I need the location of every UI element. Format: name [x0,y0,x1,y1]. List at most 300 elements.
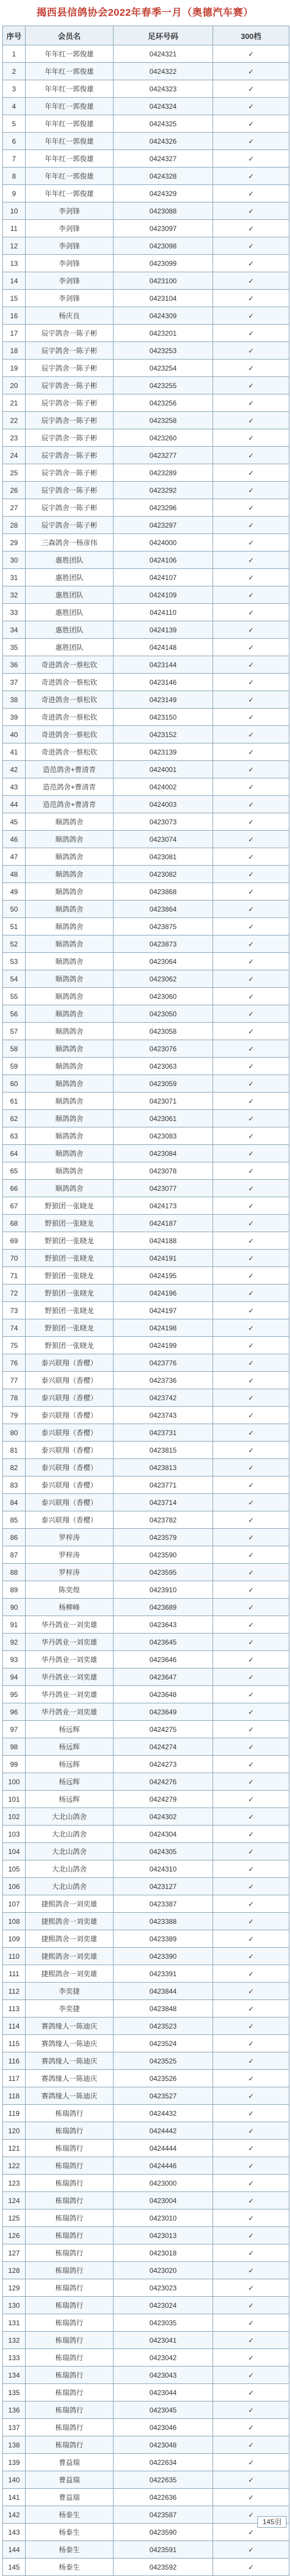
check-icon: ✓ [213,307,289,325]
row-index: 46 [3,831,26,848]
row-ring-number: 0423844 [114,1983,213,2000]
row-ring-number: 0423815 [114,1442,213,1459]
row-owner: 顺鸽鸽舍 [26,813,114,831]
check-icon: ✓ [213,1442,289,1459]
row-index: 126 [3,2227,26,2244]
check-icon: ✓ [213,935,289,953]
check-icon: ✓ [213,1913,289,1930]
check-icon: ✓ [213,290,289,307]
check-icon: ✓ [213,691,289,709]
row-owner: 辰宇鸽舍一陈子彬 [26,412,114,429]
table-row [3,1232,289,1250]
row-owner: 年年红一郭俊雄 [26,98,114,115]
row-ring-number: 0424187 [114,1215,213,1232]
row-ring-number: 0423082 [114,866,213,883]
row-ring-number: 0424304 [114,1826,213,1843]
check-icon: ✓ [213,2000,289,2018]
row-ring-number: 0423058 [114,1023,213,1040]
row-owner: 辰宇鸽舍一陈子彬 [26,342,114,360]
row-owner: 曹益瑞 [26,2489,114,2506]
row-index: 111 [3,1965,26,1983]
row-ring-number: 0423387 [114,1895,213,1913]
row-index: 66 [3,1180,26,1197]
check-icon: ✓ [213,2524,289,2541]
row-index: 137 [3,2419,26,2436]
row-ring-number: 0423077 [114,1180,213,1197]
row-ring-number: 0423059 [114,1075,213,1093]
row-index: 22 [3,412,26,429]
table-row [3,1337,289,1354]
row-index: 124 [3,2192,26,2209]
check-icon: ✓ [213,325,289,342]
check-icon: ✓ [213,2157,289,2175]
row-owner: 顺鸽鸽舍 [26,1058,114,1075]
check-icon: ✓ [213,1180,289,1197]
row-index: 62 [3,1110,26,1127]
row-owner: 栋瑞鸽行 [26,2175,114,2192]
table-row [3,586,289,604]
table-row [3,691,289,709]
table-row [3,1564,289,1581]
table-row [3,761,289,778]
table-row [3,778,289,796]
row-owner: 辰宇鸽舍一陈子彬 [26,360,114,377]
row-index: 87 [3,1546,26,1564]
check-icon: ✓ [213,1407,289,1424]
row-owner: 罗梓涛 [26,1529,114,1546]
row-ring-number: 0424173 [114,1197,213,1215]
row-ring-number: 0423127 [114,1878,213,1895]
row-index: 50 [3,901,26,918]
row-index: 88 [3,1564,26,1581]
row-index: 131 [3,2314,26,2332]
check-icon: ✓ [213,2489,289,2506]
check-icon: ✓ [213,1511,289,1529]
row-owner: 顺鸽鸽舍 [26,831,114,848]
row-owner: 顺鸽鸽舍 [26,1093,114,1110]
check-icon: ✓ [213,2244,289,2262]
table-row [3,1180,289,1197]
check-icon: ✓ [213,1529,289,1546]
table-row [3,499,289,517]
row-owner: 华丹鸽业一刘奕雄 [26,1634,114,1651]
table-row [3,674,289,691]
row-ring-number: 0424109 [114,586,213,604]
table-row [3,1599,289,1616]
row-ring-number: 0424309 [114,307,213,325]
table-body [3,45,289,2576]
check-icon: ✓ [213,2436,289,2454]
row-owner: 辰宇鸽舍一陈子彬 [26,517,114,534]
table-row [3,2559,289,2576]
row-ring-number: 0423256 [114,394,213,412]
row-ring-number: 0423592 [114,2559,213,2576]
row-index: 40 [3,726,26,743]
check-icon: ✓ [213,621,289,639]
check-icon: ✓ [213,604,289,621]
table-row [3,2175,289,2192]
table-row [3,307,289,325]
table-row [3,1005,289,1023]
row-index: 47 [3,848,26,866]
row-index: 109 [3,1930,26,1948]
row-index: 44 [3,796,26,813]
row-index: 69 [3,1232,26,1250]
row-owner: 奇进鸽舍一蔡松钦 [26,743,114,761]
row-index: 45 [3,813,26,831]
check-icon: ✓ [213,2367,289,2384]
check-icon: ✓ [213,412,289,429]
table-row [3,2122,289,2140]
table-row [3,796,289,813]
table-row [3,743,289,761]
row-index: 76 [3,1354,26,1372]
row-ring-number: 0424310 [114,1860,213,1878]
row-ring-number: 0423150 [114,709,213,726]
row-index: 114 [3,2018,26,2035]
table-row [3,255,289,272]
row-owner: 野狼团一张晓龙 [26,1267,114,1285]
row-index: 134 [3,2367,26,2384]
row-owner: 泰兴联翔（香樱） [26,1389,114,1407]
table-row [3,1110,289,1127]
row-owner: 栋瑞鸽行 [26,2140,114,2157]
row-ring-number: 0423526 [114,2070,213,2087]
table-row [3,98,289,115]
row-owner: 泰兴联翔（香樱） [26,1424,114,1442]
table-row [3,1808,289,1826]
row-owner: 大北山鸽舍 [26,1826,114,1843]
row-owner: 造范鸽舍+曹清青 [26,796,114,813]
row-index: 83 [3,1476,26,1494]
table-row [3,1913,289,1930]
table-row [3,272,289,290]
row-index: 11 [3,220,26,237]
check-icon: ✓ [213,813,289,831]
check-icon: ✓ [213,185,289,202]
row-ring-number: 0424321 [114,45,213,63]
table-row [3,569,289,586]
check-icon: ✓ [213,80,289,98]
check-icon: ✓ [213,447,289,464]
check-icon: ✓ [213,2332,289,2349]
row-index: 89 [3,1581,26,1599]
row-ring-number: 0423100 [114,272,213,290]
table-row [3,1040,289,1058]
row-ring-number: 0423289 [114,464,213,482]
check-icon: ✓ [213,2122,289,2140]
check-icon: ✓ [213,796,289,813]
row-ring-number: 0424001 [114,761,213,778]
table-row [3,2087,289,2105]
check-icon: ✓ [213,1773,289,1791]
row-index: 6 [3,133,26,150]
row-owner: 辰宇鸽舍一陈子彬 [26,464,114,482]
table-row [3,2035,289,2052]
row-owner: 栋瑞鸽行 [26,2297,114,2314]
row-owner: 顺鸽鸽舍 [26,883,114,901]
table-row [3,2454,289,2471]
row-index: 125 [3,2209,26,2227]
table-row [3,1459,289,1476]
row-ring-number: 0423388 [114,1913,213,1930]
row-ring-number: 0423020 [114,2262,213,2279]
check-icon: ✓ [213,2175,289,2192]
row-owner: 顺鸽鸽舍 [26,1180,114,1197]
check-icon: ✓ [213,1476,289,1494]
table-row [3,2367,289,2384]
check-icon: ✓ [213,2559,289,2576]
table-row [3,2489,289,2506]
row-owner: 顺鸽鸽舍 [26,1040,114,1058]
table-row [3,1634,289,1651]
check-icon: ✓ [213,2506,289,2524]
row-index: 36 [3,656,26,674]
row-ring-number: 0423044 [114,2384,213,2401]
row-owner: 杨泰生 [26,2506,114,2524]
table-row [3,1267,289,1285]
table-row [3,482,289,499]
check-icon: ✓ [213,2262,289,2279]
check-icon: ✓ [213,133,289,150]
check-icon: ✓ [213,883,289,901]
row-ring-number: 0423590 [114,2524,213,2541]
row-owner: 顺鸽鸽舍 [26,918,114,935]
table-row [3,1773,289,1791]
check-icon: ✓ [213,360,289,377]
total-count: 145羽 [257,2516,287,2528]
table-row [3,394,289,412]
check-icon: ✓ [213,534,289,552]
check-icon: ✓ [213,1354,289,1372]
row-ring-number: 0423527 [114,2087,213,2105]
row-index: 144 [3,2541,26,2559]
check-icon: ✓ [213,1058,289,1075]
row-ring-number: 0423296 [114,499,213,517]
table-row [3,360,289,377]
row-owner: 顺鸽鸽舍 [26,1005,114,1023]
row-owner: 赛鸽缘人一陈迪庆 [26,2018,114,2035]
row-index: 3 [3,80,26,98]
row-index: 49 [3,883,26,901]
row-owner: 杨泰生 [26,2524,114,2541]
row-owner: 栋瑞鸽行 [26,2314,114,2332]
check-icon: ✓ [213,1564,289,1581]
table-row [3,1319,289,1337]
row-ring-number: 0423873 [114,935,213,953]
row-index: 20 [3,377,26,394]
table-row [3,1983,289,2000]
row-ring-number: 0424305 [114,1843,213,1860]
row-ring-number: 0423848 [114,2000,213,2018]
row-ring-number: 0423258 [114,412,213,429]
row-index: 81 [3,1442,26,1459]
table-row [3,220,289,237]
row-owner: 栋瑞鸽行 [26,2419,114,2436]
table-row [3,883,289,901]
check-icon: ✓ [213,918,289,935]
row-index: 103 [3,1826,26,1843]
row-owner: 栋瑞鸽行 [26,2122,114,2140]
row-index: 59 [3,1058,26,1075]
row-ring-number: 0423064 [114,953,213,970]
row-owner: 泰兴联翔（香樱） [26,1459,114,1476]
table-row [3,1965,289,1983]
row-owner: 辰宇鸽舍一陈子彬 [26,394,114,412]
table-row [3,2401,289,2419]
row-owner: 李剑锋 [26,220,114,237]
row-ring-number: 0423277 [114,447,213,464]
row-owner: 辰宇鸽舍一陈子彬 [26,325,114,342]
row-ring-number: 0423645 [114,1634,213,1651]
table-row [3,604,289,621]
row-owner: 栋瑞鸽行 [26,2192,114,2209]
table-row [3,918,289,935]
check-icon: ✓ [213,220,289,237]
row-ring-number: 0424199 [114,1337,213,1354]
row-index: 86 [3,1529,26,1546]
table-row [3,2209,289,2227]
row-ring-number: 0423046 [114,2419,213,2436]
row-index: 133 [3,2349,26,2367]
row-ring-number: 0423297 [114,517,213,534]
row-index: 17 [3,325,26,342]
table-row [3,709,289,726]
row-owner: 年年红一郭俊雄 [26,150,114,168]
table-row [3,2157,289,2175]
row-index: 78 [3,1389,26,1407]
row-index: 79 [3,1407,26,1424]
row-index: 15 [3,290,26,307]
row-owner: 李剑锋 [26,237,114,255]
row-index: 29 [3,534,26,552]
table-row [3,1162,289,1180]
row-owner: 李剑锋 [26,272,114,290]
check-icon: ✓ [213,63,289,80]
row-ring-number: 0423643 [114,1616,213,1634]
check-icon: ✓ [213,202,289,220]
row-owner: 顺鸽鸽舍 [26,901,114,918]
row-ring-number: 0424446 [114,2157,213,2175]
check-icon: ✓ [213,2314,289,2332]
row-index: 8 [3,168,26,185]
row-ring-number: 0423736 [114,1372,213,1389]
table-row [3,2314,289,2332]
row-owner: 惠胜团队 [26,552,114,569]
table-row [3,534,289,552]
check-icon: ✓ [213,1023,289,1040]
row-owner: 罗梓涛 [26,1564,114,1581]
row-index: 92 [3,1634,26,1651]
row-index: 105 [3,1860,26,1878]
row-owner: 野狼团一张晓龙 [26,1319,114,1337]
row-ring-number: 0424326 [114,133,213,150]
check-icon: ✓ [213,2140,289,2157]
row-owner: 华丹鸽业一刘奕雄 [26,1651,114,1668]
row-index: 38 [3,691,26,709]
check-icon: ✓ [213,499,289,517]
check-icon: ✓ [213,342,289,360]
row-owner: 野狼团一张晓龙 [26,1197,114,1215]
row-owner: 惠胜团队 [26,621,114,639]
row-owner: 辰宇鸽舍一陈子彬 [26,482,114,499]
row-owner: 野狼团一张晓龙 [26,1302,114,1319]
row-index: 91 [3,1616,26,1634]
check-icon: ✓ [213,2541,289,2559]
row-index: 112 [3,1983,26,2000]
row-ring-number: 0423864 [114,901,213,918]
row-index: 85 [3,1511,26,1529]
table-row [3,1145,289,1162]
row-index: 12 [3,237,26,255]
row-ring-number: 0423024 [114,2297,213,2314]
row-index: 61 [3,1093,26,1110]
table-row [3,1721,289,1738]
row-ring-number: 0424432 [114,2105,213,2122]
row-owner: 陈奕煌 [26,1581,114,1599]
row-ring-number: 0423389 [114,1930,213,1948]
table-row [3,517,289,534]
row-owner: 年年红一郭俊雄 [26,80,114,98]
table-row [3,429,289,447]
row-ring-number: 0423071 [114,1093,213,1110]
row-ring-number: 0422634 [114,2454,213,2471]
table-row [3,1127,289,1145]
row-ring-number: 0423649 [114,1703,213,1721]
check-icon: ✓ [213,1127,289,1145]
row-index: 24 [3,447,26,464]
check-icon: ✓ [213,429,289,447]
table-row [3,2140,289,2157]
check-icon: ✓ [213,1860,289,1878]
table-row [3,1494,289,1511]
row-index: 58 [3,1040,26,1058]
row-owner: 杨柳峰 [26,1599,114,1616]
check-icon: ✓ [213,1703,289,1721]
check-icon: ✓ [213,901,289,918]
row-ring-number: 0423731 [114,1424,213,1442]
check-icon: ✓ [213,1302,289,1319]
table-row [3,2227,289,2244]
row-index: 129 [3,2279,26,2297]
header-ring: 足环号码 [114,26,213,45]
table-row [3,1843,289,1860]
table-row [3,2105,289,2122]
table-row [3,656,289,674]
row-ring-number: 0423048 [114,2436,213,2454]
row-owner: 泰兴联翔（香樱） [26,1372,114,1389]
row-owner: 捷熙鸽舍一刘奕雄 [26,1913,114,1930]
row-index: 19 [3,360,26,377]
table-row [3,1930,289,1948]
row-owner: 年年红一郭俊雄 [26,115,114,133]
check-icon: ✓ [213,1721,289,1738]
check-icon: ✓ [213,1424,289,1442]
table-row [3,1756,289,1773]
row-owner: 栋瑞鸽行 [26,2367,114,2384]
table-row [3,1023,289,1040]
row-ring-number: 0423084 [114,1145,213,1162]
row-index: 115 [3,2035,26,2052]
row-ring-number: 0423776 [114,1354,213,1372]
row-index: 101 [3,1791,26,1808]
row-ring-number: 0424273 [114,1756,213,1773]
row-owner: 奇进鸽舍一蔡松钦 [26,726,114,743]
row-ring-number: 0423050 [114,1005,213,1023]
row-ring-number: 0424327 [114,150,213,168]
table-row [3,150,289,168]
row-index: 127 [3,2244,26,2262]
